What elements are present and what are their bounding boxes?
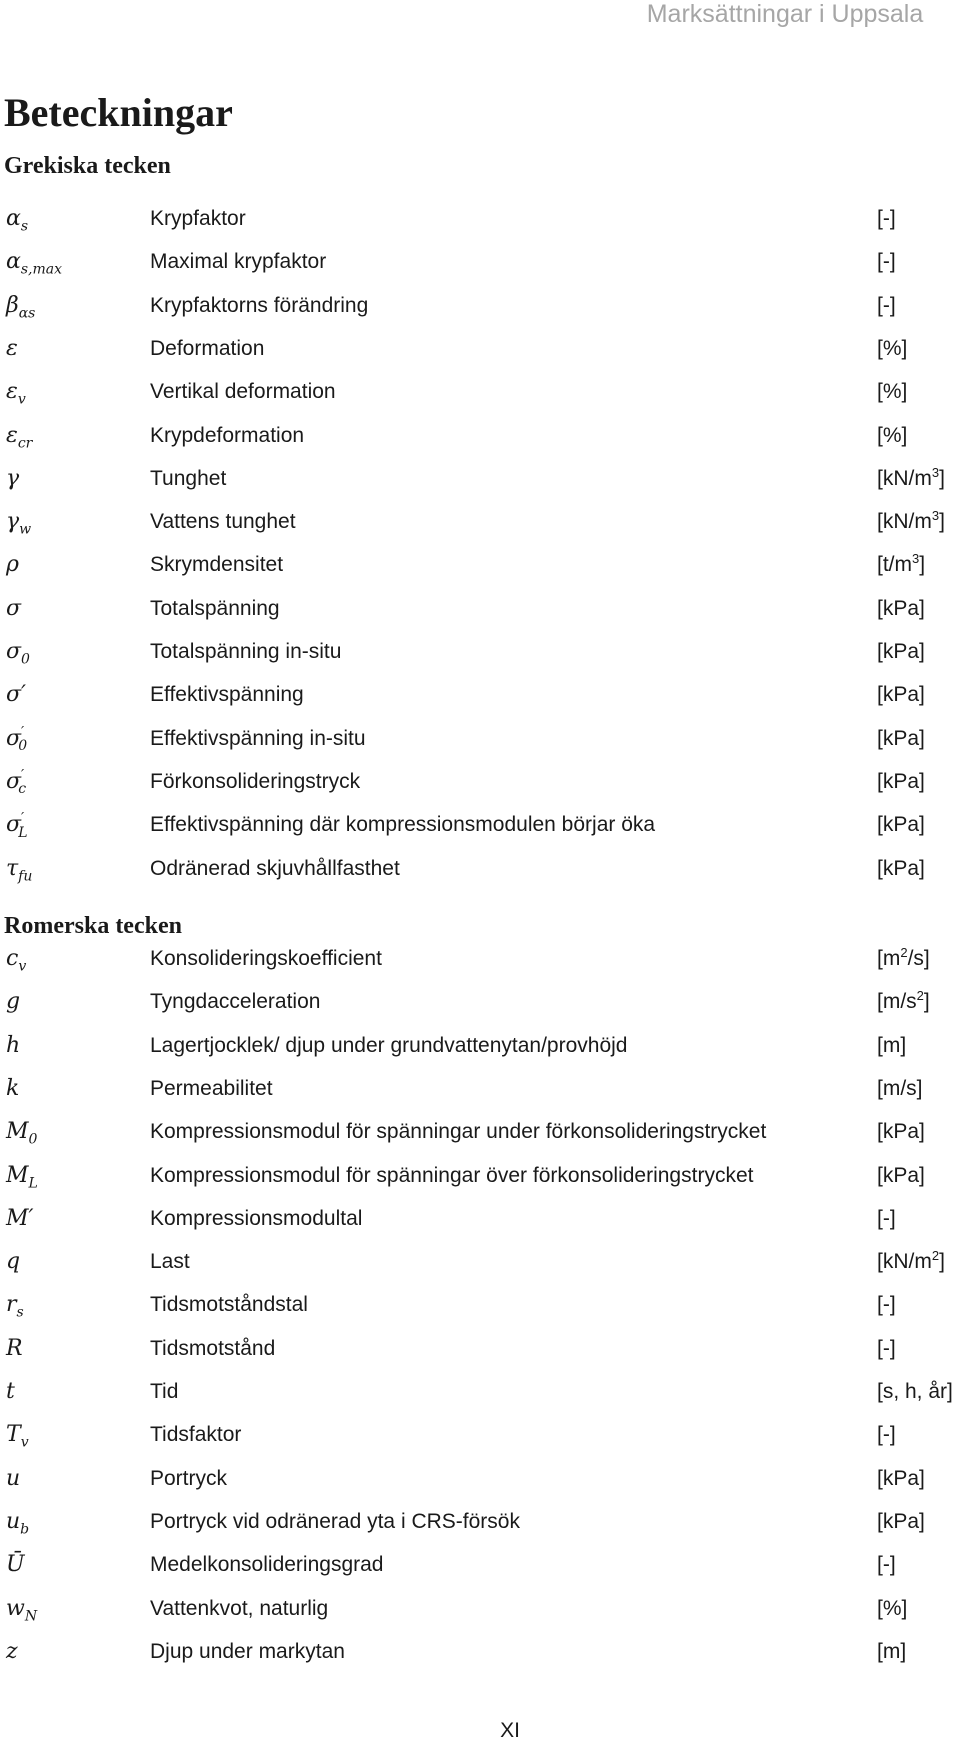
symbol [6,1589,37,1629]
symbol-subscript: s [20,218,29,235]
symbol-description: Tid [150,1380,179,1403]
symbol-description: Vertikal deformation [150,380,336,404]
symbol-description: Totalspänning [150,596,280,620]
symbol [6,1329,23,1369]
symbol-base: γ [6,465,20,491]
unit-text: [-] [877,293,896,317]
unit-text: [m [877,947,901,970]
symbol-description: Tidsfaktor [150,1423,242,1447]
unit-text-end: ] [939,1250,945,1274]
symbol-subscript: cr [17,434,33,451]
symbol-unit [877,982,930,1022]
symbol-base: R [6,1335,23,1361]
symbol-description: Kompressionsmodultal [150,1206,363,1230]
symbol-base: σ [6,639,22,664]
symbol-base: Ū [6,1552,25,1578]
symbol-row [0,1589,960,1629]
symbol-row [0,242,960,282]
symbol-row [0,1329,960,1369]
symbol-row [0,632,960,672]
symbol-description: Maximal krypfaktor [150,250,327,274]
page-title: Beteckningar [4,90,233,135]
symbol-row [0,1199,960,1239]
symbol-row [0,1502,960,1542]
unit-text: [t/m [877,553,912,577]
symbol-subscript: w [19,521,32,538]
symbol-unit [877,632,925,672]
unit-text: [kPa] [877,1466,925,1490]
symbol-row [0,372,960,412]
unit-superscript: 2 [916,988,924,1004]
symbol [6,1545,25,1585]
symbol-unit [877,502,945,542]
symbol [6,939,26,979]
symbol-row [0,1372,960,1412]
symbol-description: Portryck [150,1466,228,1490]
symbol-base: c [6,946,19,971]
symbol-row [0,1632,960,1672]
symbol-unit [877,1632,906,1672]
symbol-subscript: c [18,781,27,798]
symbol [6,982,20,1022]
symbol-unit [877,545,925,585]
symbol-subscript: αs [18,304,36,321]
symbol-subscript: b [20,1521,30,1538]
symbol [6,416,32,456]
unit-text: [kPa] [877,726,925,750]
symbol-unit [877,939,930,979]
symbol-description: Effektivspänning där kompressionsmodulen börjar öka [150,813,656,837]
symbol-base: h [6,1032,21,1058]
symbol [6,1502,29,1542]
unit-text: [%] [877,1596,908,1620]
symbol-description: Kompressionsmodul för spänningar under förkonsolideringstrycket [150,1120,767,1144]
symbol-row [0,1069,960,1109]
symbol-row [0,1545,960,1585]
unit-text-end: ] [919,553,926,577]
symbol [6,545,19,585]
symbol-base: M [6,1119,29,1145]
symbol-row [0,762,960,802]
symbol-row [0,199,960,239]
symbol-row [0,502,960,542]
symbol [6,1069,19,1109]
symbol-superscript: ′ [21,767,25,784]
symbol-subscript: v [17,391,26,408]
symbol-description: Förkonsolideringstryck [150,769,361,793]
symbol-subscript: s [16,1304,24,1321]
symbol-row [0,939,960,979]
unit-text: [kPa] [877,1509,925,1533]
symbol [6,1372,15,1412]
symbol-base: ε [6,379,18,405]
symbol-row [0,1242,960,1282]
symbol-subscript: 0 [18,737,28,754]
unit-text: [m/s [877,990,917,1014]
symbol [6,849,32,889]
symbol-row [0,982,960,1022]
symbol-base: u [6,1508,21,1534]
symbol-base: σ [6,812,22,838]
symbol-row [0,1285,960,1325]
symbol-description: Krypfaktor [150,207,246,230]
symbol-description: Totalspänning in-situ [150,640,342,663]
symbol [6,1459,20,1499]
symbol-unit [877,762,925,802]
unit-text: [m] [877,1639,907,1663]
unit-superscript: 3 [931,464,940,480]
symbol-unit [877,1502,925,1542]
symbol-unit [877,1156,925,1196]
symbol-row [0,1415,960,1455]
unit-text: [-] [877,250,896,274]
symbol [6,1632,18,1672]
symbol [6,1199,34,1239]
symbol-subscript: L [18,824,28,841]
page-number: XI [500,1719,520,1742]
symbol-unit [877,1589,907,1629]
symbol-base: q [6,1249,21,1275]
symbol-row [0,849,960,889]
symbol-row [0,1156,960,1196]
unit-text-end: /s] [907,947,930,970]
symbol [6,762,26,802]
symbol-unit [877,1415,896,1455]
unit-text: [-] [877,1206,896,1230]
symbol [6,459,19,499]
symbol [6,1156,38,1196]
symbol-description: Deformation [150,336,265,360]
symbol-base: M′ [6,1205,34,1231]
symbol-description: Effektivspänning in-situ [150,726,366,750]
unit-text: [s, h, år] [877,1380,953,1403]
symbol-base: z [6,1638,18,1664]
unit-text: [kPa] [877,1163,925,1187]
symbol-base: γ [6,509,20,535]
symbol-unit [877,1545,896,1585]
symbol [6,1415,29,1455]
symbol-base: σ [6,725,22,751]
symbol-unit [877,1329,896,1369]
symbol-description: Krypdeformation [150,423,305,447]
symbol-description: Skrymdensitet [150,553,284,577]
symbol-subscript: L [28,1174,38,1191]
unit-text: [kPa] [877,640,925,663]
unit-text: [kN/m [877,1250,932,1274]
symbol-unit [877,1112,925,1152]
unit-text-end: ] [923,990,930,1014]
symbol-unit [877,719,925,759]
symbol-base: k [6,1075,20,1101]
symbol-description: Tidsmotstånd [150,1336,276,1360]
section-heading-greek: Grekiska tecken [4,153,171,179]
symbol-unit [877,286,896,326]
symbol-description: Effektivspänning [150,683,304,707]
unit-text-end: ] [939,510,945,534]
unit-text: [%] [877,336,908,360]
symbol-base: w [6,1595,25,1621]
symbol [6,675,26,715]
unit-text: [m/s] [877,1076,923,1100]
symbol-description: Tidsmotståndstal [150,1293,308,1317]
symbol-description: Portryck vid odränerad yta i CRS-försök [150,1509,520,1533]
symbol-base: σ [6,768,22,794]
symbol-base: α [6,249,21,275]
symbol-subscript: v [20,1434,29,1451]
symbol [6,502,31,542]
symbol-row [0,286,960,326]
symbol-unit [877,805,925,845]
symbol-description: Permeabilitet [150,1076,273,1100]
symbol-description: Medelkonsolideringsgrad [150,1553,384,1577]
symbol-base: ρ [6,552,19,578]
symbol [6,286,35,326]
symbol-base: σ [6,595,22,621]
symbol [6,632,30,672]
symbol [6,805,28,845]
unit-superscript: 2 [931,1248,940,1264]
unit-text: [-] [877,1553,896,1577]
unit-text: [kPa] [877,769,925,793]
symbol-base: u [6,1465,21,1491]
symbol-unit [877,1026,906,1066]
symbol-subscript: 0 [21,651,30,668]
symbol-base: τ [6,855,19,881]
symbol-description: Odränerad skjuvhållfasthet [150,856,400,880]
symbol-unit [877,242,896,282]
unit-superscript: 3 [931,508,940,524]
unit-superscript: 2 [900,945,908,960]
symbol [6,329,18,369]
unit-text: [-] [877,1293,896,1317]
symbol-row [0,589,960,629]
symbol-description: Vattens tunghet [150,510,296,534]
symbol-row [0,675,960,715]
symbol-row [0,719,960,759]
symbol-subscript: fu [18,867,33,884]
symbol-base: ε [6,422,18,448]
symbol [6,372,26,412]
unit-text: [m] [877,1033,907,1057]
symbol-unit [877,1459,925,1499]
symbol-description: Vattenkvot, naturlig [150,1596,329,1620]
symbol-subscript: v [18,958,27,975]
symbol-description: Tunghet [150,466,227,490]
symbol-description: Konsolideringskoefficient [150,947,382,970]
symbol-unit [877,199,896,239]
unit-text-end: ] [939,466,945,490]
unit-text: [kPa] [877,596,925,620]
symbol-unit [877,849,925,889]
unit-text: [kN/m [877,510,932,534]
symbol-unit [877,1069,923,1109]
symbol-superscript: ′ [21,810,25,827]
unit-text: [kPa] [877,813,925,837]
symbol-subscript: 0 [28,1131,38,1148]
symbol-unit [877,372,907,412]
symbol-base: g [6,989,21,1015]
symbol-unit [877,329,907,369]
unit-superscript: 3 [912,551,920,567]
symbol-unit [877,1285,896,1325]
symbol-base: α [6,206,21,231]
symbol-unit [877,589,925,629]
symbol-subscript: s,max [20,261,63,278]
symbol-base: t [6,1379,15,1404]
symbol [6,1285,24,1325]
unit-text: [%] [877,423,908,447]
symbol-base: r [6,1292,17,1318]
unit-text: [kPa] [877,683,925,707]
symbol-description: Last [150,1250,190,1274]
unit-text: [-] [877,1423,896,1447]
symbol-row [0,329,960,369]
symbol-description: Djup under markytan [150,1639,345,1663]
symbol-description: Kompressionsmodul för spänningar över förkonsolideringstrycket [150,1163,754,1187]
symbol-description: Krypfaktorns förändring [150,293,369,317]
unit-text: [-] [877,207,896,230]
symbol [6,1026,20,1066]
symbol-base: M [6,1162,29,1188]
symbol-base: ε [6,335,18,361]
symbol-base: σ′ [6,682,27,708]
symbol [6,589,21,629]
symbol [6,199,28,239]
unit-text: [kPa] [877,1120,925,1144]
symbol-unit [877,675,925,715]
symbol-row [0,1459,960,1499]
symbol-row [0,805,960,845]
symbol [6,1242,20,1282]
symbol [6,719,27,759]
symbol-row [0,459,960,499]
unit-text: [%] [877,380,908,404]
symbol-unit [877,1372,953,1412]
symbol-superscript: ′ [21,724,25,741]
symbol [6,1112,37,1152]
symbol-row [0,1112,960,1152]
symbol-unit [877,416,907,456]
symbol-base: T [6,1422,21,1448]
symbol-row [0,1026,960,1066]
running-header: Marksättningar i Uppsala [646,0,924,28]
symbol-unit [877,1199,896,1239]
section-heading-roman: Romerska tecken [4,913,182,939]
symbol-unit [877,1242,945,1282]
symbol-unit [877,459,945,499]
unit-text: [kPa] [877,856,925,880]
unit-text: [-] [877,1336,896,1360]
symbol-row [0,416,960,456]
symbol-base: β [6,292,19,318]
symbol [6,242,62,282]
unit-text: [kN/m [877,466,932,490]
symbol-description: Tyngdacceleration [150,990,321,1014]
symbol-row [0,545,960,585]
symbol-description: Lagertjocklek/ djup under grundvattenytan/provhöjd [150,1033,628,1057]
symbol-subscript: N [24,1607,38,1624]
